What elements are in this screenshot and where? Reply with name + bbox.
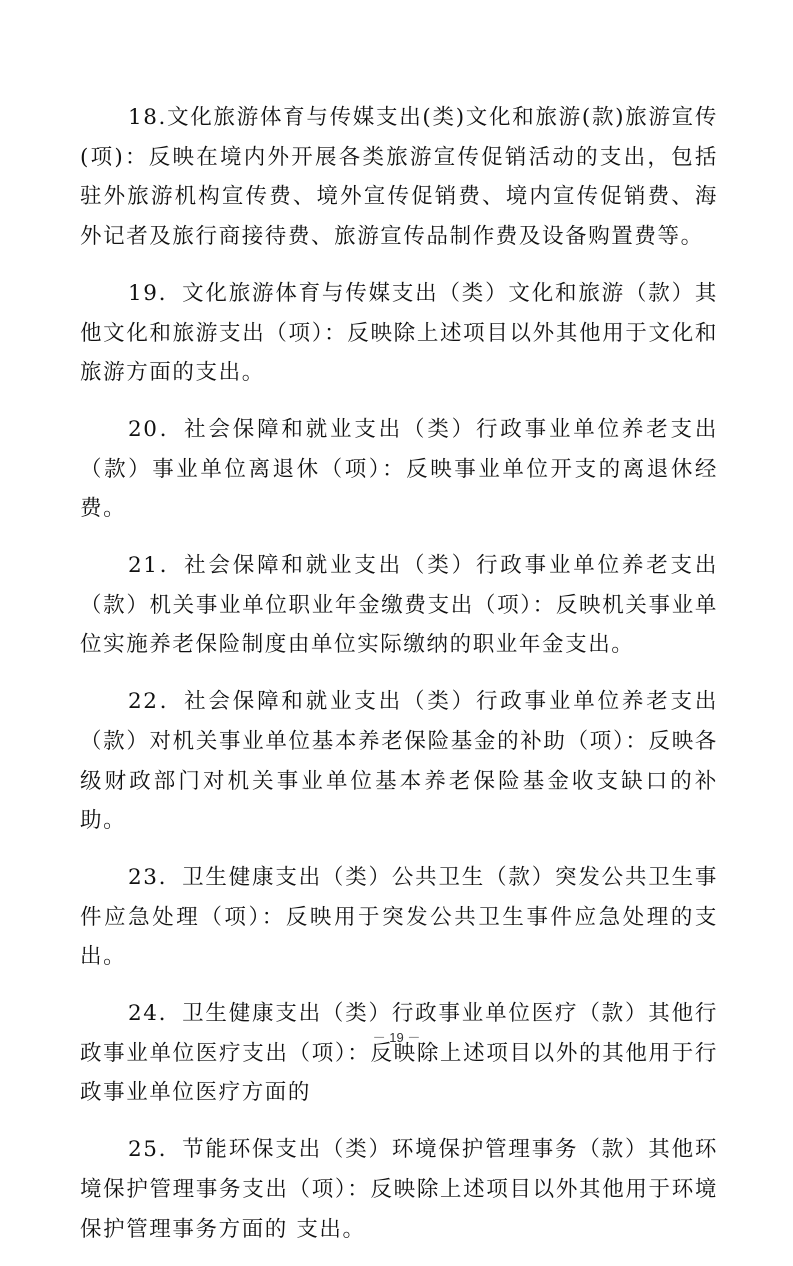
paragraph-item-24: 24．卫生健康支出（类）行政事业单位医疗（款）其他行政事业单位医疗支出（项）：反映除上述项目以外的其他用于行政事业单位医疗方面的 xyxy=(80,1001,718,1106)
paragraph-item-21: 21．社会保障和就业支出（类）行政事业单位养老支出（款）机关事业单位职业年金缴费支出（项）：反映机关事业单位实施养老保险制度由单位实际缴纳的职业年金支出。 xyxy=(80,553,718,658)
paragraph-item-25: 25．节能环保支出（类）环境保护管理事务（款）其他环境保护管理事务支出（项）：反映除上述项目以外其他用于环境保护管理事务方面的 支出。 xyxy=(80,1137,718,1242)
page-number: － 19 － xyxy=(372,1030,421,1045)
paragraph-item-22: 22．社会保障和就业支出（类）行政事业单位养老支出（款）对机关事业单位基本养老保险基金的补助（项）：反映各级财政部门对机关事业单位基本养老保险基金收支缺口的补助。 xyxy=(80,689,718,834)
document-body xyxy=(80,98,718,1266)
paragraph-item-23: 23．卫生健康支出（类）公共卫生（款）突发公共卫生事件应急处理（项）：反映用于突发公共卫生事件应急处理的支出。 xyxy=(80,864,718,970)
paragraph-item-20: 20．社会保障和就业支出（类）行政事业单位养老支出（款）事业单位离退休（项）：反映事业单位开支的离退休经费。 xyxy=(80,416,718,522)
paragraph-item-19: 19．文化旅游体育与传媒支出（类）文化和旅游（款）其他文化和旅游支出（项）：反映除上述项目以外其他用于文化和旅游方面的支出。 xyxy=(80,280,718,386)
paragraph-item-18: 18.文化旅游体育与传媒支出(类)文化和旅游(款)旅游宣传(项)：反映在境内外开展各类旅游宣传促销活动的支出，包括驻外旅游机构宣传费、境外宣传促销费、境内宣传促销费、海外记者及旅行商接待费、旅游宣传品制作费及设备购置费等。 xyxy=(80,105,718,250)
